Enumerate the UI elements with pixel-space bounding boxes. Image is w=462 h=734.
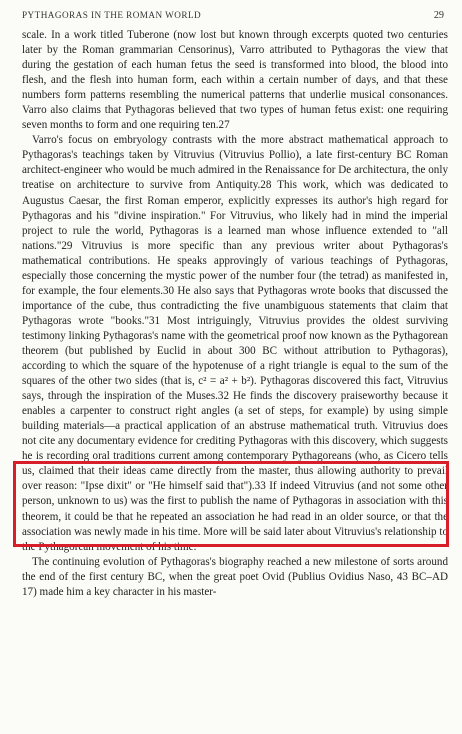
page-number: 29 [433,10,444,21]
paragraph-1: scale. In a work titled Tuberone (now lost but known through excerpts quoted two centuries later by the Roman grammarian Censorinus), Varro attributed to Pythagoras the view that during the gestation of each human fetus the seed is transformed into blood, the blood into flesh, and the flesh into human form, each within a certain number of days, and that these numbers form patterns resembling the numerical patterns that underlie musical consonances. Varro also claims that Pythagoras believed that two types of human fetus exist: one requiring seven months to form and one requiring ten.27 [22,29,448,132]
paragraph-2: Varro's focus on embryology contrasts with the more abstract mathematical approach to Pythagoras's teachings taken by Vitruvius (Vitruvius Pollio), a late first-century BC Roman architect-engineer who would be much admired in the Renaissance for De architectura, the only treatise on architecture to survive from Antiquity.28 This work, which was dedicated to Augustus Caesar, the first Roman emperor, explicitly expresses its author's high regard for Pythagoras and his "divine inspiration." For Vitruvius, who likely had in mind the imperial project to rule the world, Pythagoras is a learned man whose influence extended to "all nations."29 Vitruvius is more specific than any previous writer about Pythagoras's mathematical contributions. He speaks approvingly of various teachings of Pythagoras, especially those concerning the mystic power of the number four (the tetrad) as manifested in, for example, the four elements.30 He also says that Pythagoras wrote books that discussed the importance of the cube, thus contradicting the five unambiguous statements that claim that Pythagoras wrote "books."31 Most intriguingly, Vitruvius provides the oldest surviving testimony linking Pythagoras's name with the geometrical proof now known as the Pythagorean theorem (but published by Euclid in about 300 BC without attribution to Pythagoras), according to which the square of the hypotenuse of a right triangle is equal to the sum of the squares of the other two sides (that is, c² = a² + b²). Pythagoras discovered this fact, Vitruvius says, through the inspiration of the Muses.32 He finds the discovery praiseworthy because it enables a carpenter to construct right angles (a set of steps, for example) by using simple building materials—a practical application of an abstruse mathematical truth. Vitruvius does not cite any documentary evidence for crediting Pythagoras with this discovery, which suggests he is recording oral traditions current among contemporary Pythagoreans (who, as Cicero tells us, claimed that their ideas came directly from the master, thus allowing authority to prevail over reason: "Ipse dixit" or "He himself said that").33 If indeed Vitruvius (and not some other person, unknown to us) was the first to publish the name of Pythagoras in association with this theorem, it could be that he repeated an association he had read in an older source, or that the association was newly made in his time. More will be said later about Vitruvius's relationship to the Pythagorean movement of his time. [22,134,448,553]
body-text [22,28,448,600]
paragraph-3: The continuing evolution of Pythagoras's biography reached a new milestone of sorts around the end of the first century BC, when the great poet Ovid (Publius Ovidius Naso, 43 BC–AD 17) made him a key character in his master- [22,555,448,598]
running-header [22,10,444,24]
running-title: PYTHAGORAS IN THE ROMAN WORLD [22,10,202,20]
